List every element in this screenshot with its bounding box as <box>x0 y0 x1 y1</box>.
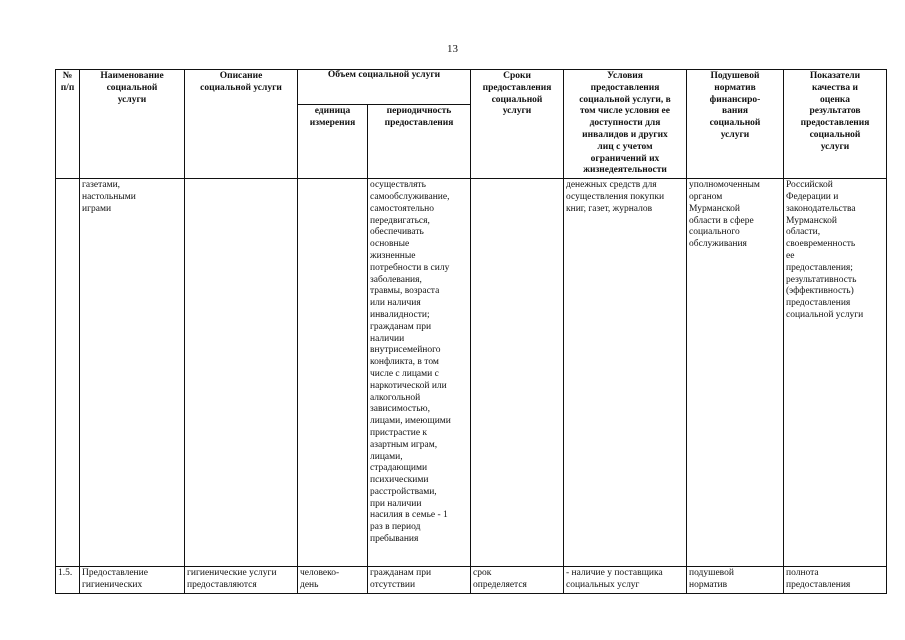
cell-name: Предоставление гигиенических <box>80 567 185 594</box>
cell-num: 1.5. <box>56 567 80 594</box>
cell-terms <box>471 179 564 567</box>
cell-periodicity: осуществлять самообслуживание, самостоятельно передвигаться, обеспечивать основные жизненные потребности в силу заболевания, травмы, возраста или наличия инвалидности; гражданам при наличии внутрисемейного конфликта, в том числе с лицами с наркотической или алкогольной зависимостью, лицами, имеющими пристрастие к азартным играм, лицами, страдающими психическими расстройствами, при наличии насилия в семье - 1 раз в период пребывания <box>368 179 471 567</box>
cell-num <box>56 179 80 567</box>
cell-description <box>185 179 298 567</box>
page-number: 13 <box>447 43 458 55</box>
header-periodicity: периодичность предоставления <box>368 105 471 179</box>
header-quality: Показатели качества и оценка результатов предоставления социальной услуги <box>784 70 887 179</box>
cell-periodicity: гражданам при отсутствии <box>368 567 471 594</box>
cell-conditions: - наличие у поставщика социальных услуг <box>564 567 687 594</box>
header-unit: единица измерения <box>298 105 368 179</box>
header-norm: Подушевой норматив финансиро- вания социальной услуги <box>687 70 784 179</box>
header-description: Описание социальной услуги <box>185 70 298 179</box>
cell-norm: подушевой норматив <box>687 567 784 594</box>
cell-name: газетами, настольными играми <box>80 179 185 567</box>
cell-description: гигиенические услуги предоставляются <box>185 567 298 594</box>
cell-quality: Российской Федерации и законодательства Мурманской области, своевременность ее предоставления; результативность (эффективность) предоставления социальной услуги <box>784 179 887 567</box>
table-row <box>56 179 887 567</box>
cell-unit <box>298 179 368 567</box>
cell-unit: человеко- день <box>298 567 368 594</box>
cell-terms: срок определяется <box>471 567 564 594</box>
table-header-row-1 <box>56 70 887 105</box>
header-name: Наименование социальной услуги <box>80 70 185 179</box>
table-row <box>56 567 887 594</box>
header-volume: Объем социальной услуги <box>298 70 471 105</box>
header-num: № п/п <box>56 70 80 179</box>
cell-conditions: денежных средств для осуществления покупки книг, газет, журналов <box>564 179 687 567</box>
cell-norm: уполномоченным органом Мурманской области в сфере социального обслуживания <box>687 179 784 567</box>
cell-quality: полнота предоставления <box>784 567 887 594</box>
services-table <box>55 69 887 594</box>
header-conditions: Условия предоставления социальной услуги, в том числе условия ее доступности для инвалидов и других лиц с учетом ограничений их жизнедеятельности <box>564 70 687 179</box>
header-terms: Сроки предоставления социальной услуги <box>471 70 564 179</box>
